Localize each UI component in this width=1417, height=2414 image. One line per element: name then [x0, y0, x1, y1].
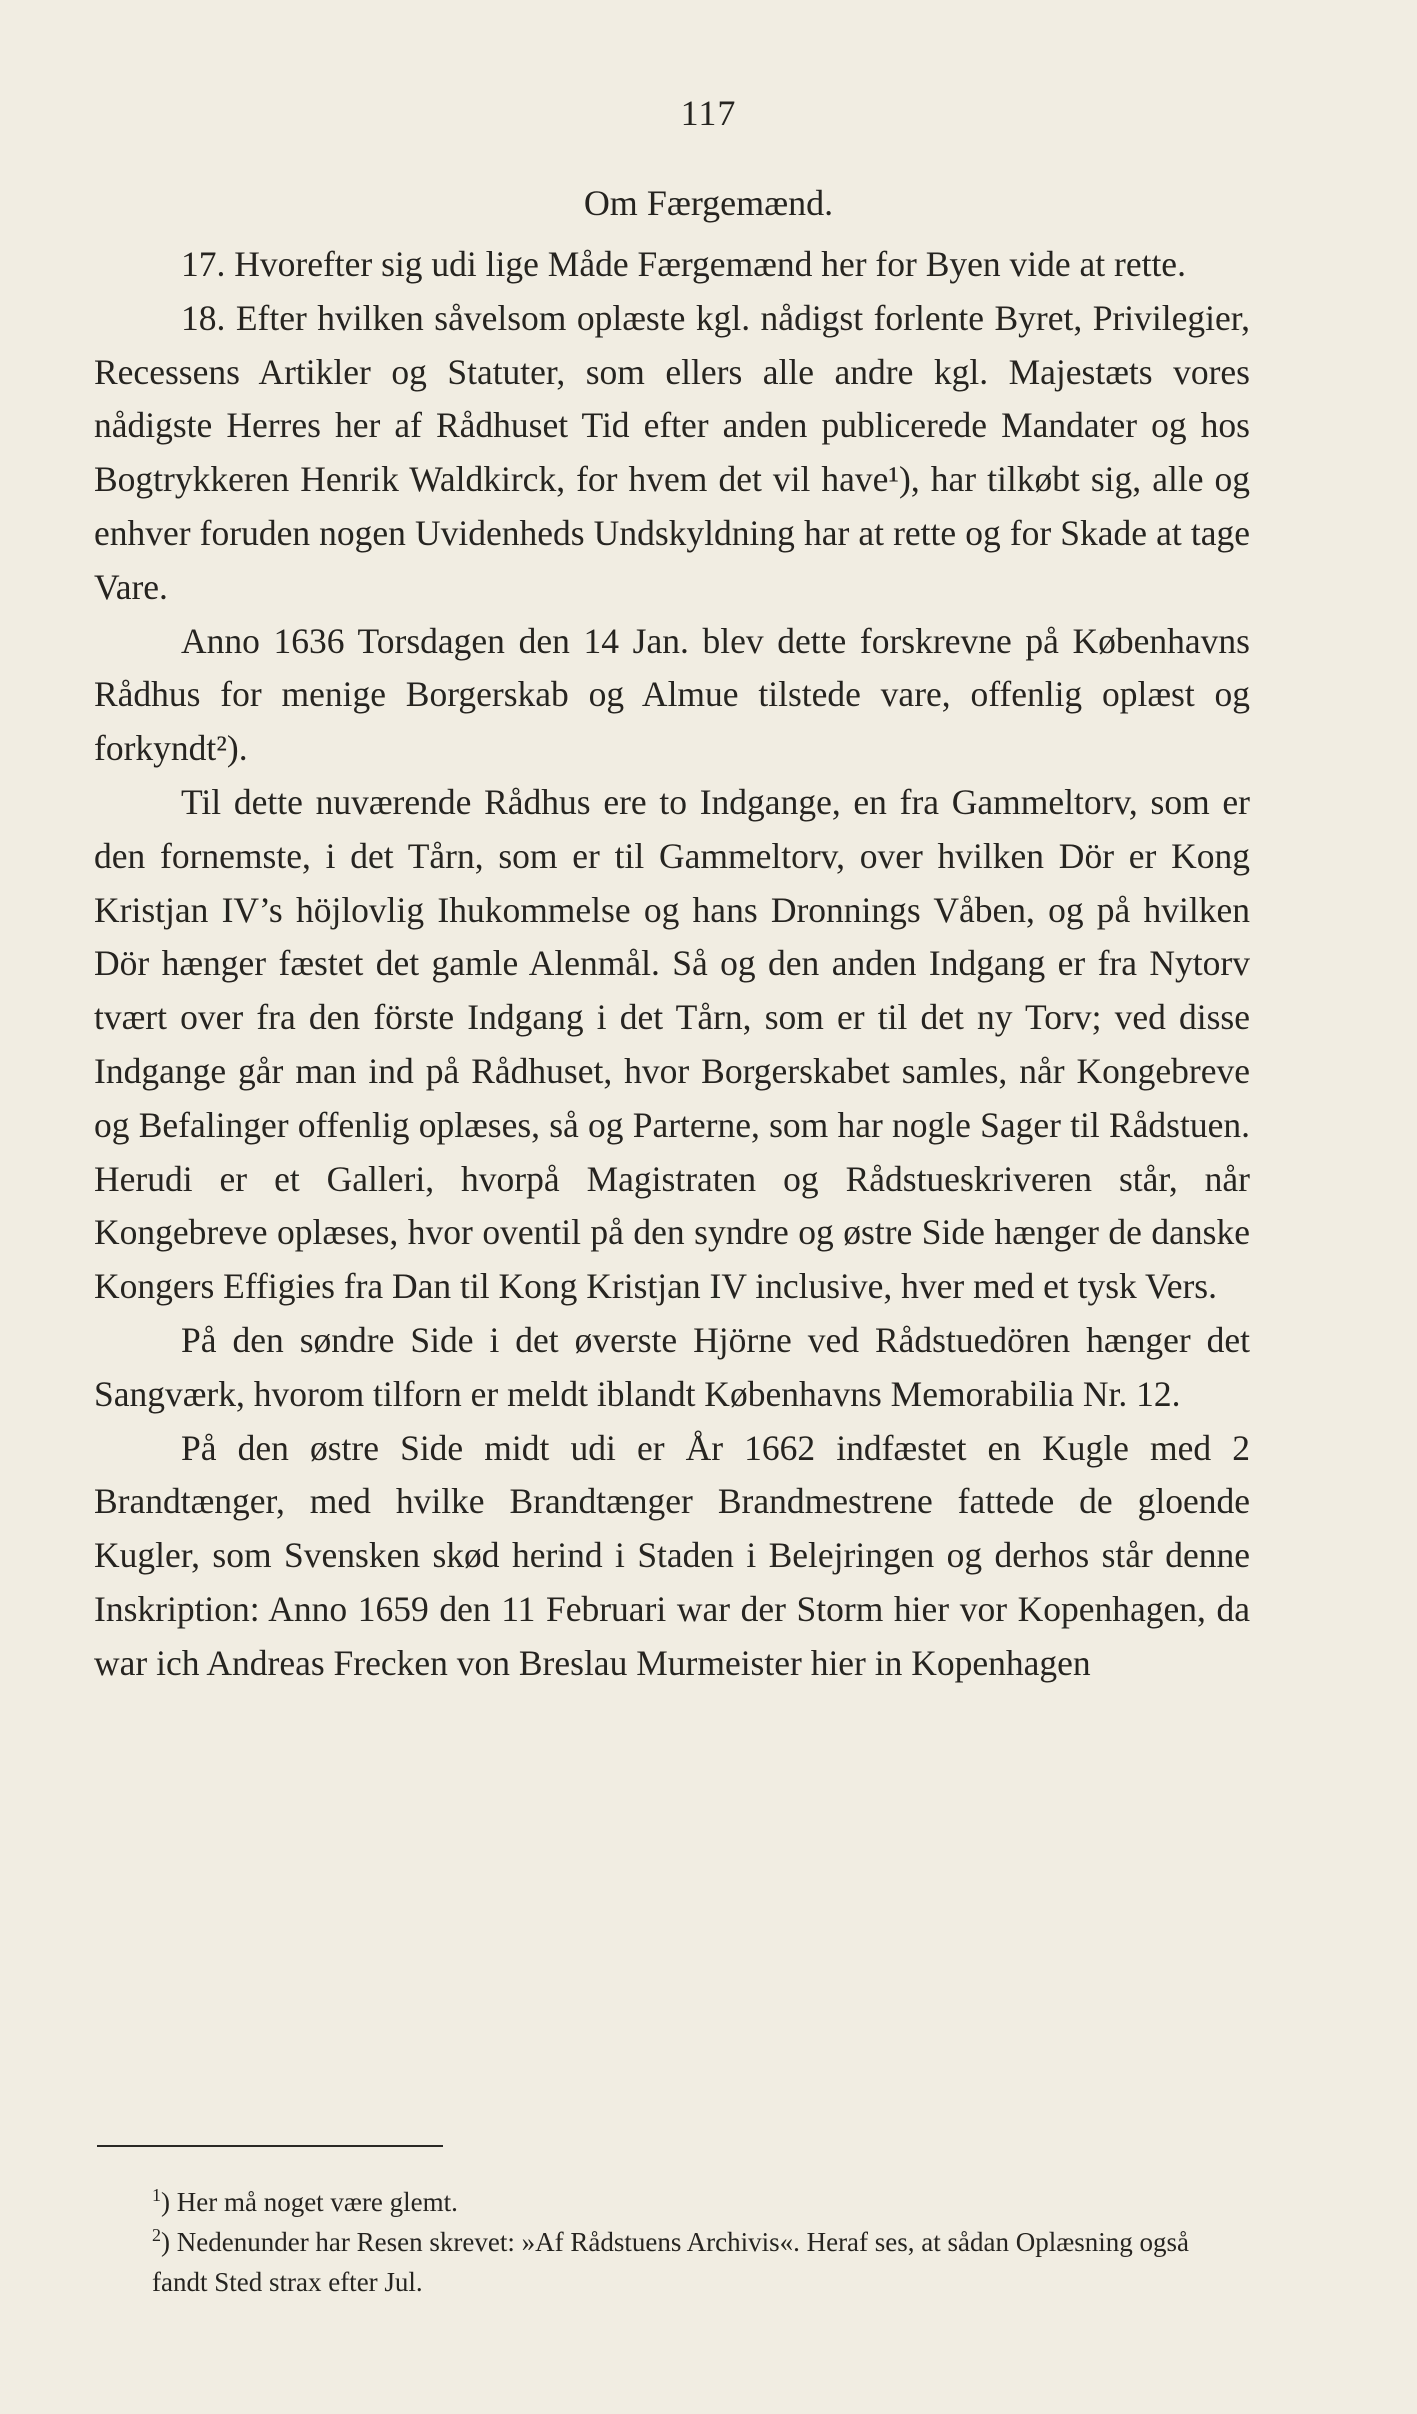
- paragraph-anno-1636: Anno 1636 Torsdagen den 14 Jan. blev dette forskrevne på Københavns Rådhus for menige Borgerskab og Almue tilstede vare, offenlig oplæst og forkyndt²).: [94, 620, 1250, 769]
- paragraph-17: 17. Hvorefter sig udi lige Måde Færgemænd her for Byen vide at rette.: [181, 244, 1186, 284]
- footnote-1: [152, 2182, 1250, 2222]
- paragraph-indgange: Til dette nuværende Rådhus ere to Indgange, en fra Gammeltorv, som er den fornemste, i det Tårn, som er til Gammeltorv, over hvilken Dör er Kong Kristjan IV’s höjlovlig Ihukommelse og hans Dronnings Våben, og på hvilken Dör hænger fæstet det gamle Alenmål. Så og den anden Indgang er fra Nytorv tvært over fra den förste Indgang i det Tårn, som er til det ny Torv; ved disse Indgange går man ind på Rådhuset, hvor Borgerskabet samles, når Kongebreve og Befalinger offenlig oplæses, så og Parterne, som har nogle Sager til Rådstuen. Herudi er et Galleri, hvorpå Magistraten og Rådstueskriveren står, når Kongebreve oplæses, hvor oventil på den syndre og østre Side hænger de danske Kongers Effigies fra Dan til Kong Kristjan IV inclusive, hver med et tysk Vers.: [94, 781, 1250, 1307]
- footnote-marker: 2: [152, 2225, 161, 2245]
- paragraph-18: 18. Efter hvilken såvelsom oplæste kgl. nådigst forlente Byret, Privilegier, Recessens Artikler og Statuter, som ellers alle andre kgl. Majestæts vores nådigste Herres her af Rådhuset Tid efter anden publicerede Mandater og hos Bogtrykkeren Henrik Waldkirck, for hvem det vil have¹), har tilkøbt sig, alle og enhver foruden nogen Uvidenheds Undskyldning har at rette og for Skade at tage Vare.: [94, 297, 1250, 607]
- footnote-text: ) Nedenunder har Resen skrevet: »Af Rådstuens Archivis«. Heraf ses, at sådan Oplæsning også fandt Sted strax efter Jul.: [152, 2227, 1190, 2297]
- footnotes: [152, 2182, 1250, 2302]
- paragraph-kugle: På den østre Side midt udi er År 1662 indfæstet en Kugle med 2 Brandtænger, med hvilke Brandtænger Brandmestrene fattede de gloende Kugler, som Svensken skød herind i Staden i Belejringen og derhos står denne Inskription: Anno 1659 den 11 Februari war der Storm hier vor Kopenhagen, da war ich Andreas Frecken von Breslau Murmeister hier in Kopenhagen: [94, 1427, 1250, 1683]
- footnote-text: ) Her må noget være glemt.: [161, 2187, 458, 2217]
- footnote-2: [152, 2222, 1250, 2302]
- section-heading: Om Færgemænd.: [583, 183, 834, 223]
- footnote-marker: 1: [152, 2185, 161, 2205]
- page-number: 117: [680, 93, 737, 133]
- footnote-divider: [97, 2145, 443, 2147]
- paragraph-sangvaerk: På den søndre Side i det øverste Hjörne ved Rådstuedören hænger det Sangværk, hvorom tilforn er meldt iblandt Københavns Memorabilia Nr. 12.: [94, 1319, 1250, 1414]
- body-text: [94, 238, 1250, 1691]
